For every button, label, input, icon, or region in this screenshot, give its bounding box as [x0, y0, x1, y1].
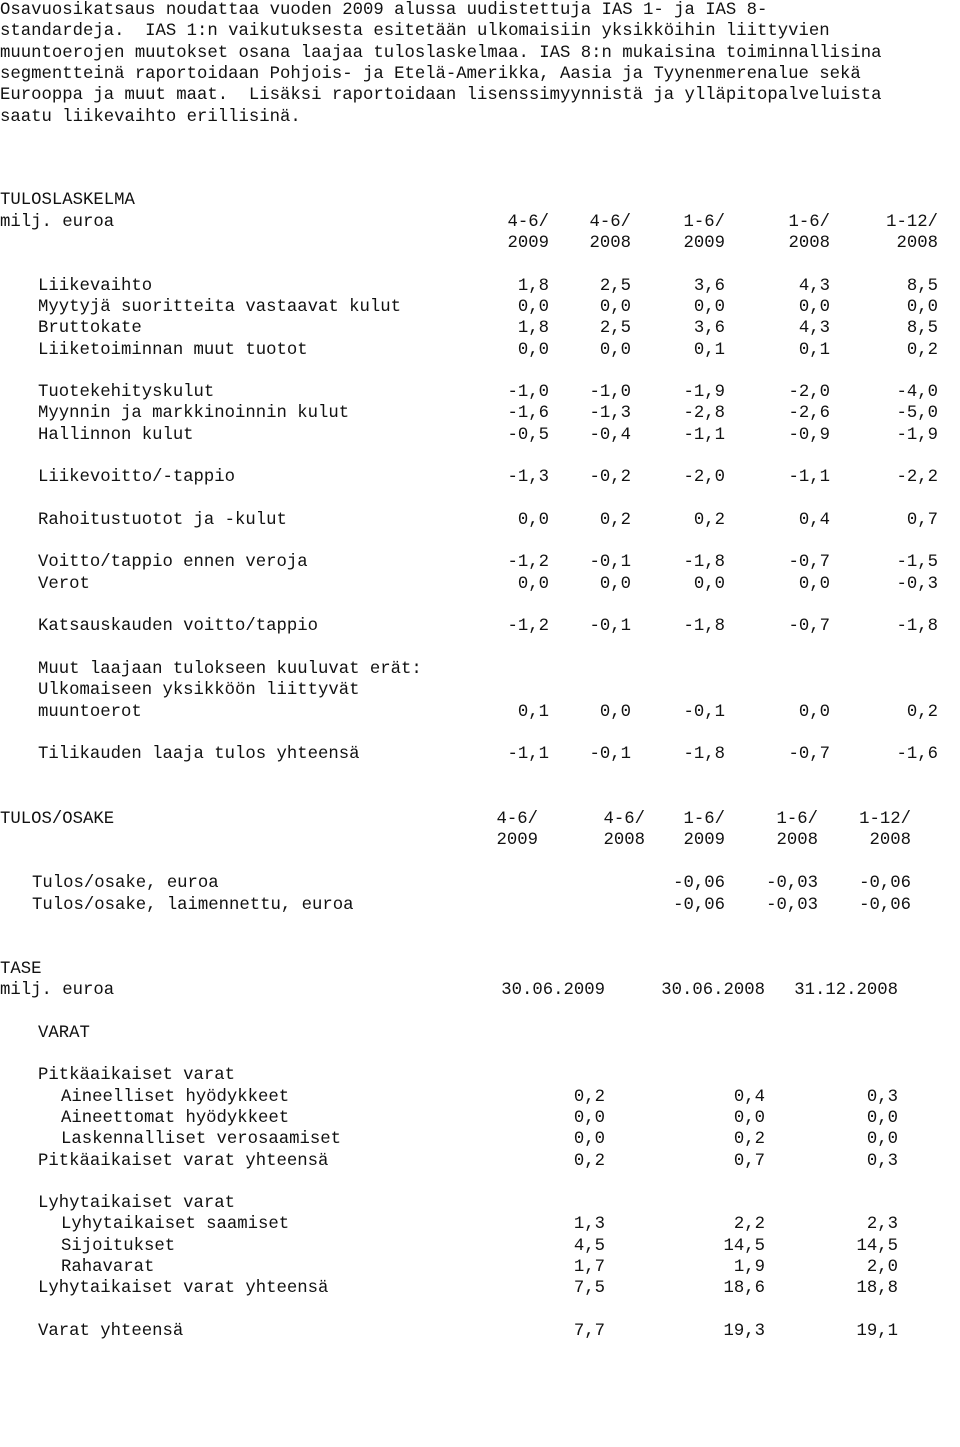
- cell-value: 0,2: [599, 511, 631, 530]
- cell-value: 0,0: [599, 341, 631, 360]
- income-header-row-1: [0, 212, 960, 233]
- intro-line: [0, 43, 960, 64]
- row-label: Tilikauden laaja tulos yhteensä: [38, 745, 360, 764]
- row-label: Verot: [38, 575, 90, 594]
- cell-value: 0,3: [866, 1152, 898, 1171]
- income-unit: milj. euroa: [0, 213, 115, 232]
- row-label: Myytyjä suoritteita vastaavat kulut: [38, 298, 401, 317]
- cell-value: 4,3: [798, 319, 830, 338]
- cell-value: 0,0: [798, 298, 830, 317]
- cell-value: 1,8: [517, 319, 549, 338]
- cell-value: 0,1: [798, 341, 830, 360]
- cell-value: -2,8: [683, 404, 725, 423]
- balance-row: [0, 1108, 960, 1129]
- cell-value: 0,2: [693, 511, 725, 530]
- balance-section: VARAT: [38, 1024, 90, 1043]
- income-col-period: 1-6/: [683, 213, 725, 232]
- eps-col-year: 2009: [683, 831, 725, 850]
- intro-text: muuntoerojen muutokset osana laajaa tuloslaskelmaa. IAS 8:n mukaisina toiminnallisina: [0, 44, 882, 63]
- cell-value: 2,3: [866, 1215, 898, 1234]
- intro-line: [0, 85, 960, 106]
- cell-value: -1,8: [683, 745, 725, 764]
- intro-text: saatu liikevaihto erillisinä.: [0, 108, 301, 127]
- row-label: Hallinnon kulut: [38, 426, 194, 445]
- cell-value: 0,7: [906, 511, 938, 530]
- intro-text: Osavuosikatsaus noudattaa vuoden 2009 alussa uudistettuja IAS 1- ja IAS 8-: [0, 1, 768, 20]
- cell-value: -0,06: [859, 896, 911, 915]
- income-col-period: 1-12/: [886, 213, 938, 232]
- eps-col-year: 2008: [603, 831, 645, 850]
- cell-value: 0,0: [866, 1109, 898, 1128]
- cell-value: -1,8: [683, 553, 725, 572]
- row-label: Lyhytaikaiset saamiset: [61, 1215, 290, 1234]
- cell-value: -0,06: [859, 874, 911, 893]
- cell-value: -1,0: [589, 383, 631, 402]
- income-row: [0, 297, 960, 318]
- row-label: Tulos/osake, euroa: [32, 874, 219, 893]
- eps-row: [0, 895, 960, 916]
- intro-line: [0, 107, 960, 128]
- intro-text: standardeja. IAS 1:n vaikutuksesta esitetään ulkomaisiin yksikköihin liittyvien: [0, 22, 830, 41]
- cell-value: 1,7: [573, 1258, 605, 1277]
- balance-total-row: [0, 1151, 960, 1172]
- cell-value: 0,0: [866, 1130, 898, 1149]
- eps-header-row-1: [0, 809, 960, 830]
- cell-value: -0,06: [673, 896, 725, 915]
- cell-value: 0,7: [733, 1152, 765, 1171]
- cell-value: 0,0: [693, 298, 725, 317]
- cell-value: 0,0: [573, 1130, 605, 1149]
- cell-value: -4,0: [896, 383, 938, 402]
- cell-value: 0,2: [906, 341, 938, 360]
- cell-value: -2,2: [896, 468, 938, 487]
- row-label: Aineettomat hyödykkeet: [61, 1109, 290, 1128]
- row-label: Bruttokate: [38, 319, 142, 338]
- row-label: Muut laajaan tulokseen kuuluvat erät:: [38, 660, 422, 679]
- income-col-year: 2009: [507, 234, 549, 253]
- cell-value: -1,3: [589, 404, 631, 423]
- cell-value: 18,6: [723, 1279, 765, 1298]
- cell-value: 3,6: [693, 319, 725, 338]
- cell-value: -0,1: [589, 553, 631, 572]
- balance-row: [0, 1236, 960, 1257]
- cell-value: 0,1: [693, 341, 725, 360]
- intro-text: Eurooppa ja muut maat. Lisäksi raportoidaan lisenssimyynnistä ja ylläpitopalveluista: [0, 86, 882, 105]
- cell-value: 14,5: [856, 1237, 898, 1256]
- cell-value: 0,0: [733, 1109, 765, 1128]
- income-col-period: 4-6/: [589, 213, 631, 232]
- balance-header-row: [0, 980, 960, 1001]
- row-label: Rahavarat: [61, 1258, 155, 1277]
- cell-value: 19,3: [723, 1322, 765, 1341]
- cell-value: -1,5: [896, 553, 938, 572]
- cell-value: 0,0: [798, 575, 830, 594]
- cell-value: 0,0: [693, 575, 725, 594]
- cell-value: -1,1: [683, 426, 725, 445]
- row-label: muuntoerot: [38, 703, 142, 722]
- balance-title-line: [0, 959, 960, 980]
- cell-value: 0,2: [573, 1152, 605, 1171]
- income-row: [0, 403, 960, 424]
- cell-value: -1,6: [896, 745, 938, 764]
- income-col-period: 1-6/: [788, 213, 830, 232]
- cell-value: 7,7: [573, 1322, 605, 1341]
- eps-col-year: 2008: [869, 831, 911, 850]
- income-header-row-2: [0, 233, 960, 254]
- row-label: Lyhytaikaiset varat: [38, 1194, 236, 1213]
- balance-col-date: 31.12.2008: [794, 981, 898, 1000]
- cell-value: -0,7: [788, 553, 830, 572]
- income-row: [0, 552, 960, 573]
- eps-col-year: 2008: [776, 831, 818, 850]
- row-label: Rahoitustuotot ja -kulut: [38, 511, 287, 530]
- cell-value: -1,9: [683, 383, 725, 402]
- income-row: [0, 702, 960, 723]
- income-row: [0, 318, 960, 339]
- balance-total-row: [0, 1278, 960, 1299]
- cell-value: -0,1: [589, 617, 631, 636]
- income-col-year: 2008: [896, 234, 938, 253]
- cell-value: 0,4: [798, 511, 830, 530]
- income-col-year: 2008: [589, 234, 631, 253]
- cell-value: -1,3: [507, 468, 549, 487]
- cell-value: -0,9: [788, 426, 830, 445]
- income-other-heading-line: [0, 659, 960, 680]
- cell-value: -1,2: [507, 553, 549, 572]
- row-label: Liikevaihto: [38, 277, 153, 296]
- row-label: Lyhytaikaiset varat yhteensä: [38, 1279, 329, 1298]
- cell-value: 0,0: [517, 511, 549, 530]
- cell-value: 0,0: [599, 703, 631, 722]
- cell-value: 2,2: [733, 1215, 765, 1234]
- cell-value: -0,03: [766, 874, 818, 893]
- cell-value: 0,2: [733, 1130, 765, 1149]
- row-label: Tuotekehityskulut: [38, 383, 215, 402]
- cell-value: 4,5: [573, 1237, 605, 1256]
- cell-value: 8,5: [906, 319, 938, 338]
- row-label: Voitto/tappio ennen veroja: [38, 553, 308, 572]
- cell-value: -0,1: [589, 745, 631, 764]
- intro-text: segmentteinä raportoidaan Pohjois- ja Etelä-Amerikka, Aasia ja Tyynenmerenalue sekä: [0, 65, 861, 84]
- cell-value: 2,5: [599, 277, 631, 296]
- eps-col-period: 4-6/: [496, 810, 538, 829]
- balance-col-date: 30.06.2008: [661, 981, 765, 1000]
- cell-value: -0,03: [766, 896, 818, 915]
- income-row: [0, 425, 960, 446]
- income-row: [0, 510, 960, 531]
- balance-row: [0, 1087, 960, 1108]
- cell-value: 1,8: [517, 277, 549, 296]
- eps-col-period: 1-6/: [776, 810, 818, 829]
- eps-header-row-2: [0, 830, 960, 851]
- income-col-year: 2009: [683, 234, 725, 253]
- income-col-year: 2008: [788, 234, 830, 253]
- balance-row: [0, 1129, 960, 1150]
- cell-value: 19,1: [856, 1322, 898, 1341]
- cell-value: -1,2: [507, 617, 549, 636]
- cell-value: -0,7: [788, 745, 830, 764]
- cell-value: -2,0: [788, 383, 830, 402]
- row-label: Pitkäaikaiset varat yhteensä: [38, 1152, 329, 1171]
- eps-col-period: 1-12/: [859, 810, 911, 829]
- balance-unit: milj. euroa: [0, 981, 115, 1000]
- cell-value: 2,0: [866, 1258, 898, 1277]
- cell-value: 0,4: [733, 1088, 765, 1107]
- income-col-period: 4-6/: [507, 213, 549, 232]
- balance-total-row: [0, 1321, 960, 1342]
- cell-value: -0,06: [673, 874, 725, 893]
- balance-subheading-line: [0, 1193, 960, 1214]
- balance-row: [0, 1214, 960, 1235]
- cell-value: 0,1: [517, 703, 549, 722]
- eps-col-year: 2009: [496, 831, 538, 850]
- cell-value: -0,7: [788, 617, 830, 636]
- cell-value: -0,5: [507, 426, 549, 445]
- income-row: [0, 276, 960, 297]
- row-label: Aineelliset hyödykkeet: [61, 1088, 290, 1107]
- cell-value: 4,3: [798, 277, 830, 296]
- intro-line: [0, 21, 960, 42]
- intro-line: [0, 0, 960, 21]
- eps-col-period: 4-6/: [603, 810, 645, 829]
- cell-value: 0,0: [517, 298, 549, 317]
- cell-value: 2,5: [599, 319, 631, 338]
- balance-row: [0, 1257, 960, 1278]
- eps-col-period: 1-6/: [683, 810, 725, 829]
- cell-value: -1,6: [507, 404, 549, 423]
- cell-value: 0,0: [906, 298, 938, 317]
- cell-value: -1,1: [507, 745, 549, 764]
- cell-value: 14,5: [723, 1237, 765, 1256]
- cell-value: 3,6: [693, 277, 725, 296]
- income-other-label-line: [0, 680, 960, 701]
- cell-value: -2,0: [683, 468, 725, 487]
- balance-subheading-line: [0, 1065, 960, 1086]
- balance-title: TASE: [0, 960, 42, 979]
- income-total-row: [0, 744, 960, 765]
- cell-value: 0,0: [798, 703, 830, 722]
- cell-value: 1,3: [573, 1215, 605, 1234]
- cell-value: -5,0: [896, 404, 938, 423]
- balance-col-date: 30.06.2009: [501, 981, 605, 1000]
- income-title-line: [0, 190, 960, 211]
- cell-value: 0,0: [517, 575, 549, 594]
- cell-value: 0,0: [573, 1109, 605, 1128]
- cell-value: 0,2: [906, 703, 938, 722]
- income-row: [0, 467, 960, 488]
- cell-value: -0,1: [683, 703, 725, 722]
- row-label: Sijoitukset: [61, 1237, 176, 1256]
- cell-value: -1,0: [507, 383, 549, 402]
- row-label: Pitkäaikaiset varat: [38, 1066, 236, 1085]
- cell-value: -0,2: [589, 468, 631, 487]
- eps-row: [0, 873, 960, 894]
- income-title: TULOSLASKELMA: [0, 191, 135, 210]
- cell-value: 0,2: [573, 1088, 605, 1107]
- cell-value: 8,5: [906, 277, 938, 296]
- intro-line: [0, 64, 960, 85]
- cell-value: 1,9: [733, 1258, 765, 1277]
- cell-value: 0,3: [866, 1088, 898, 1107]
- cell-value: -0,4: [589, 426, 631, 445]
- balance-section-line: [0, 1023, 960, 1044]
- row-label: Laskennalliset verosaamiset: [61, 1130, 342, 1149]
- row-label: Liikevoitto/-tappio: [38, 468, 236, 487]
- income-row: [0, 340, 960, 361]
- income-row: [0, 616, 960, 637]
- row-label: Liiketoiminnan muut tuotot: [38, 341, 308, 360]
- cell-value: -2,6: [788, 404, 830, 423]
- row-label: Tulos/osake, laimennettu, euroa: [32, 896, 354, 915]
- row-label: Ulkomaiseen yksikköön liittyvät: [38, 681, 360, 700]
- row-label: Varat yhteensä: [38, 1322, 184, 1341]
- cell-value: 0,0: [599, 575, 631, 594]
- cell-value: 7,5: [573, 1279, 605, 1298]
- cell-value: 0,0: [517, 341, 549, 360]
- cell-value: 0,0: [599, 298, 631, 317]
- cell-value: -1,9: [896, 426, 938, 445]
- income-row: [0, 574, 960, 595]
- row-label: Myynnin ja markkinoinnin kulut: [38, 404, 350, 423]
- cell-value: 18,8: [856, 1279, 898, 1298]
- cell-value: -0,3: [896, 575, 938, 594]
- cell-value: -1,1: [788, 468, 830, 487]
- row-label: Katsauskauden voitto/tappio: [38, 617, 319, 636]
- cell-value: -1,8: [683, 617, 725, 636]
- eps-title: TULOS/OSAKE: [0, 810, 115, 829]
- cell-value: -1,8: [896, 617, 938, 636]
- income-row: [0, 382, 960, 403]
